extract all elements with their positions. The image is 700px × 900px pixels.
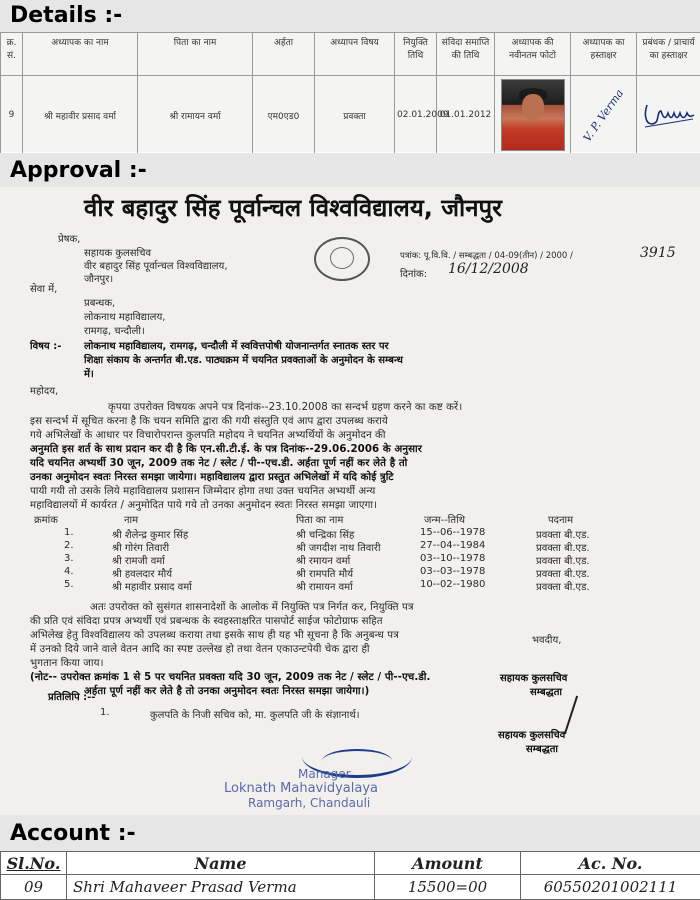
- list-name: श्री शैलेन्द्र कुमार सिंह: [112, 530, 189, 541]
- cell-sn: 9: [1, 76, 23, 155]
- to-line-1: प्रबन्धक,: [84, 298, 116, 309]
- from-line-2: वीर बहादुर सिंह पूर्वान्चल विश्वविद्यालय,: [84, 261, 228, 272]
- header-photo: अध्यापक की नवीनतम फोटो: [495, 33, 571, 76]
- list-serial: 4.: [64, 566, 74, 577]
- list-father: श्री रामायन वर्मा: [296, 582, 353, 593]
- list-header-name: नाम: [124, 515, 139, 526]
- header-ac-no: Ac. No.: [521, 852, 700, 875]
- salutation: महोदय,: [30, 386, 59, 397]
- signatory-title-1: सहायक कुलसचिव: [500, 673, 568, 684]
- list-name: श्री गोरंग तिवारी: [112, 543, 170, 554]
- list-serial: 5.: [64, 579, 74, 590]
- college-stamp: [222, 735, 462, 810]
- subject-line-3: में।: [84, 369, 94, 380]
- table-header-row: [1, 33, 700, 76]
- paragraph-line-1: कृपया उपरोक्त विषयक अपने पत्र दिनांक--23.10.2008 का सन्दर्भ ग्रहण करने का कष्ट करें।: [108, 402, 463, 413]
- header-sn: क्र. सं.: [1, 33, 23, 76]
- details-table-image: [0, 32, 700, 152]
- account-table: [0, 851, 700, 900]
- list-header-post: पदनाम: [548, 515, 574, 526]
- reference-number: 3915: [640, 245, 676, 261]
- stamp-place: Ramgarh, Chandauli: [248, 796, 371, 810]
- stamp-college: Loknath Mahavidyalaya: [224, 781, 379, 796]
- closing: भवदीय,: [532, 635, 562, 646]
- list-post: प्रवक्ता बी.एड.: [536, 530, 590, 541]
- paragraph-line-5: यदि चयनित अभ्यर्थी 30 जून, 2009 तक नेट / स्लेट / पी--एच.डी. अर्हता पूर्ण नहीं कर लेते है तो: [30, 458, 408, 469]
- teacher-signature: V. P. Verma: [580, 86, 627, 144]
- list-dob: 03--03--1978: [420, 566, 486, 577]
- list-header-serial: क्रमांक: [34, 515, 58, 526]
- details-section-title: Details :-: [10, 3, 123, 28]
- list-serial: 3.: [64, 553, 74, 564]
- header-qualification: अर्हता: [253, 33, 315, 76]
- list-post: प्रवक्ता बी.एड.: [536, 543, 590, 554]
- list-serial: 1.: [64, 527, 74, 538]
- note-line-1: (नोट-- उपरोक्त क्रमांक 1 से 5 पर चयनित प्रवक्ता यदि 30 जून, 2009 तक नेट / स्लेट / पी--एच.डी.: [30, 672, 431, 683]
- cell-sl-no: 09: [1, 875, 67, 900]
- teacher-photo: [501, 79, 565, 151]
- teacher-details-table: [0, 32, 700, 155]
- cell-father-name: श्री रामायन वर्मा: [138, 76, 253, 155]
- details-section-header: [0, 0, 700, 32]
- signatory-dept-1: सम्बद्धता: [530, 687, 562, 698]
- date-value: 16/12/2008: [448, 261, 529, 277]
- paragraph-line-7: पायी गयी तो उसके लिये महाविद्यालय प्रशासन जिम्मेदार होगा तथा उक्त चयनित अभ्यर्थी अन्य: [30, 486, 376, 497]
- cell-appointment-date: 02.01.2009: [395, 76, 437, 155]
- instruction-line-4: में उनको दिये जाने वाले वेतन आदि का स्पष्ट उल्लेख हो तथा वेतन एकाउन्टपेयी चेक द्वारा ही: [30, 644, 370, 655]
- instruction-line-1: अतः उपरोक्त को सुसंगत शासनादेशों के आलोक में नियुक्ति पत्र निर्गत कर, नियुक्ति पत्र: [90, 602, 414, 613]
- instruction-line-2: की प्रति एवं संविदा प्रपत्र अभ्यर्थी एवं प्रबन्धक के स्वहस्ताक्षरित पासपोर्ट साईज फोटोग्राफ सहित: [30, 616, 383, 627]
- list-dob: 27--04--1984: [420, 540, 486, 551]
- to-line-3: रामगढ़, चन्दौली।: [84, 326, 145, 337]
- subject-label: विषय :-: [30, 341, 62, 352]
- cell-manager-signature: [637, 76, 700, 155]
- university-heading: वीर बहादुर सिंह पूर्वान्चल विश्वविद्यालय, जौनपुर: [84, 194, 502, 222]
- list-father: श्री रमायन वर्मा: [296, 556, 351, 567]
- paragraph-line-2: इस सन्दर्भ में सूचित करना है कि चयन समिति द्वारा की गयी संस्तुति एवं आप द्वारा उपलब्ध कराये: [30, 416, 388, 427]
- header-amount: Amount: [375, 852, 521, 875]
- list-father: श्री जगदीश नाथ तिवारी: [296, 543, 381, 554]
- approval-letter: [0, 187, 700, 815]
- subject-line-2: शिक्षा संकाय के अन्तर्गत बी.एड. पाठ्यक्रम में चयनित प्रवक्ताओं के अनुमोदन के सम्बन्ध: [84, 355, 403, 366]
- cell-photo: [495, 76, 571, 155]
- list-father: श्री रामपति मौर्य: [296, 569, 354, 580]
- list-post: प्रवक्ता बी.एड.: [536, 569, 590, 580]
- copy-number: 1.: [100, 707, 110, 718]
- cell-name: Shri Mahaveer Prasad Verma: [67, 875, 375, 900]
- list-name: श्री महावीर प्रसाद वर्मा: [112, 582, 192, 593]
- from-line-1: सहायक कुलसचिव: [84, 248, 152, 259]
- paragraph-line-6: उनका अनुमोदन स्वतः निरस्त समझा जायेगा। महाविद्यालय द्वारा प्रस्तुत अभिलेखों में यदि कोई त्रुटि: [30, 472, 394, 483]
- approval-section-header: [0, 153, 700, 187]
- account-section-header: [0, 815, 700, 851]
- cell-ac-no: 60550201002111: [521, 875, 700, 900]
- paragraph-line-3: गये अभिलेखों के आधार पर विचारोपरान्त कुलपति महोदय ने चयनित अभ्यर्थियों के अनुमोदन की: [30, 430, 386, 441]
- instruction-line-3: अभिलेख हेतु विश्वविद्यालय को उपलब्ध कराया तथा इसके साथ ही यह भी सूचना है कि अनुबन्ध पत्र: [30, 630, 399, 641]
- stamp-title: Manager: [298, 767, 351, 781]
- table-row: [1, 76, 700, 155]
- account-table-wrap: [0, 851, 700, 900]
- list-serial: 2.: [64, 540, 74, 551]
- to-line-2: लोकनाथ महाविद्यालय,: [84, 312, 166, 323]
- cell-amount: 15500=00: [375, 875, 521, 900]
- cell-teacher-name: श्री महावीर प्रसाद वर्मा: [23, 76, 138, 155]
- list-name: श्री हवलदार मौर्य: [112, 569, 173, 580]
- reference-label: पत्रांक: पू.वि.वि. / सम्बद्धता / 04-09(तीन) / 2000 /: [400, 251, 573, 261]
- cell-teacher-signature: [571, 76, 637, 155]
- table-row: [1, 875, 700, 900]
- header-contract-end: संविदा समाप्ति की तिथि: [437, 33, 495, 76]
- signatory-title-2: सहायक कुलसचिव: [498, 730, 566, 741]
- from-line-3: जौनपुर।: [84, 274, 114, 285]
- note-line-2: अर्हता पूर्ण नहीं कर लेते है तो उनका अनुमोदन स्वतः निरस्त समझा जायेगा।): [84, 686, 370, 697]
- date-label: दिनांक:: [400, 269, 428, 280]
- list-dob: 03--10--1978: [420, 553, 486, 564]
- header-subject: अध्यापन विषय: [315, 33, 395, 76]
- approval-section-title: Approval :-: [10, 158, 147, 183]
- list-post: प्रवक्ता बी.एड.: [536, 556, 590, 567]
- list-header-father: पिता का नाम: [296, 515, 344, 526]
- list-header-dob: जन्म--तिथि: [424, 515, 466, 526]
- header-teacher-name: अध्यापक का नाम: [23, 33, 138, 76]
- from-label: प्रेषक,: [58, 234, 81, 245]
- list-name: श्री रामजी वर्मा: [112, 556, 165, 567]
- paragraph-line-4: अनुमति इस शर्त के साथ प्रदान कर दी है कि एन.सी.टी.ई. के पत्र दिनांक--29.06.2006 के अनुसार: [30, 444, 422, 455]
- manager-signature-icon: [641, 97, 697, 131]
- copy-label: प्रतिलिपि :--: [48, 692, 96, 703]
- cell-subject: प्रवक्ता: [315, 76, 395, 155]
- header-father-name: पिता का नाम: [138, 33, 253, 76]
- initial-icon: [564, 696, 578, 735]
- list-dob: 15--06--1978: [420, 527, 486, 538]
- cell-contract-end: 01.01.2012: [437, 76, 495, 155]
- copy-text: कुलपति के निजी सचिव को, मा. कुलपति जी के संज्ञानार्थ।: [150, 710, 360, 721]
- header-sl-no: Sl.No.: [1, 852, 67, 875]
- account-section-title: Account :-: [10, 821, 136, 846]
- list-post: प्रवक्ता बी.एड.: [536, 582, 590, 593]
- paragraph-line-8: महाविद्यालयों में कार्यरत / अनुमोदित पाये गये तो उनका अनुमोदन स्वतः निरस्त समझा जाएगा।: [30, 500, 378, 511]
- instruction-line-5: भुगतान किया जाय।: [30, 658, 104, 669]
- university-seal-icon: [314, 237, 370, 281]
- list-father: श्री चन्द्रिका सिंह: [296, 530, 355, 541]
- account-header-row: [1, 852, 700, 875]
- subject-line-1: लोकनाथ महाविद्यालय, रामगढ़, चन्दौली में स्ववित्तपोषी योजनान्तर्गत स्नातक स्तर पर: [84, 341, 389, 352]
- list-dob: 10--02--1980: [420, 579, 486, 590]
- signatory-dept-2: सम्बद्धता: [526, 744, 558, 755]
- cell-qualification: एम0एड0: [253, 76, 315, 155]
- header-appointment-date: नियुक्ति तिथि: [395, 33, 437, 76]
- header-name: Name: [67, 852, 375, 875]
- header-teacher-signature: अध्यापक का हस्ताक्षर: [571, 33, 637, 76]
- header-manager-signature: प्रबंधक / प्राचार्य का हस्ताक्षर: [637, 33, 700, 76]
- to-label: सेवा में,: [30, 284, 58, 295]
